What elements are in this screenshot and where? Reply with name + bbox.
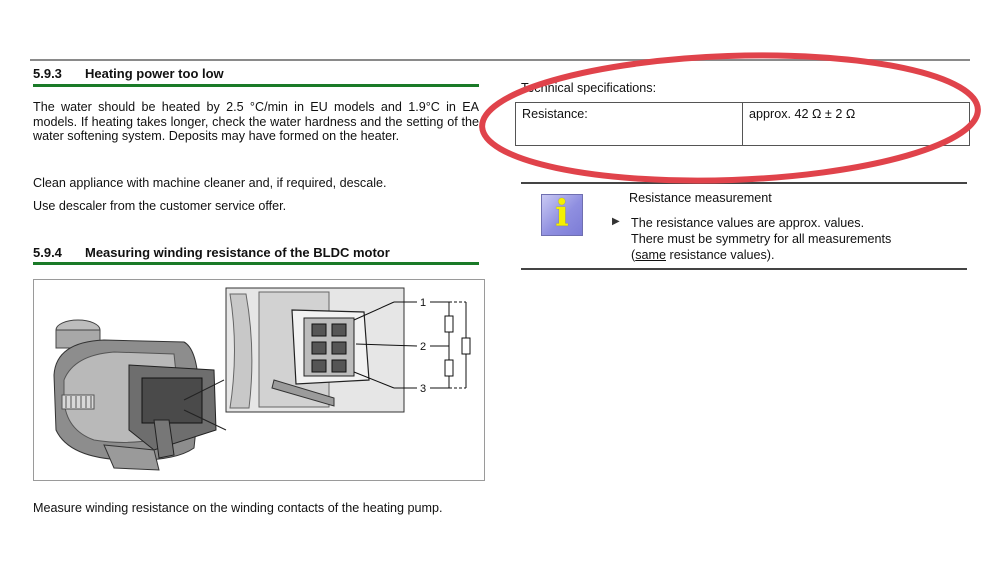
tech-specs-table xyxy=(515,102,970,146)
motor-figure xyxy=(33,279,485,481)
section-593-paragraph-2: Clean appliance with machine cleaner and, if required, descale. xyxy=(33,176,387,190)
info-line-3 xyxy=(631,247,951,263)
section-594-heading xyxy=(33,245,390,260)
section-594-caption: Measure winding resistance on the winding contacts of the heating pump. xyxy=(33,501,443,515)
section-593-title: Heating power too low xyxy=(85,66,224,81)
info-underlined-word: same xyxy=(635,248,666,262)
page-top-rule xyxy=(30,59,970,61)
heating-pump-drawing xyxy=(54,320,226,470)
table-row xyxy=(516,103,970,146)
spec-name-cell: Resistance: xyxy=(516,103,743,146)
section-593-heading xyxy=(33,66,224,81)
winding-contacts-detail xyxy=(226,288,417,412)
section-593-number: 5.9.3 xyxy=(33,66,62,81)
info-icon xyxy=(541,194,583,236)
section-593-rule xyxy=(33,84,479,87)
section-593-paragraph-3: Use descaler from the customer service offer. xyxy=(33,199,287,213)
info-title: Resistance measurement xyxy=(629,191,772,205)
tech-specs-label: Technical specifications: xyxy=(521,81,657,95)
section-594-number: 5.9.4 xyxy=(33,245,62,260)
figure-label-3: 3 xyxy=(420,383,427,395)
info-open-paren: ( xyxy=(631,248,636,262)
winding-schematic xyxy=(430,302,470,388)
spec-value-cell: approx. 42 Ω ± 2 Ω xyxy=(743,103,970,146)
info-top-rule xyxy=(521,182,967,184)
info-text xyxy=(631,215,951,263)
section-594-rule xyxy=(33,262,479,265)
section-594-title: Measuring winding resistance of the BLDC motor xyxy=(85,245,390,260)
figure-label-2: 2 xyxy=(420,341,427,353)
info-line-3-rest: resistance values). xyxy=(666,248,775,262)
info-line-1: The resistance values are approx. values. xyxy=(631,216,865,230)
triangle-bullet-icon: ▶ xyxy=(612,216,620,227)
info-icon-glyph: i xyxy=(555,193,569,235)
info-line-2: There must be symmetry for all measurements xyxy=(631,232,892,246)
bldc-pump-illustration xyxy=(34,280,484,480)
figure-label-1: 1 xyxy=(420,297,427,309)
section-593-paragraph-1: The water should be heated by 2.5 °C/min in EU models and 1.9°C in EA models. If heating takes longer, check the water hardness and the setting of the water softening system. Deposits may have formed on the heater. xyxy=(33,100,479,143)
info-bottom-rule xyxy=(521,268,967,270)
